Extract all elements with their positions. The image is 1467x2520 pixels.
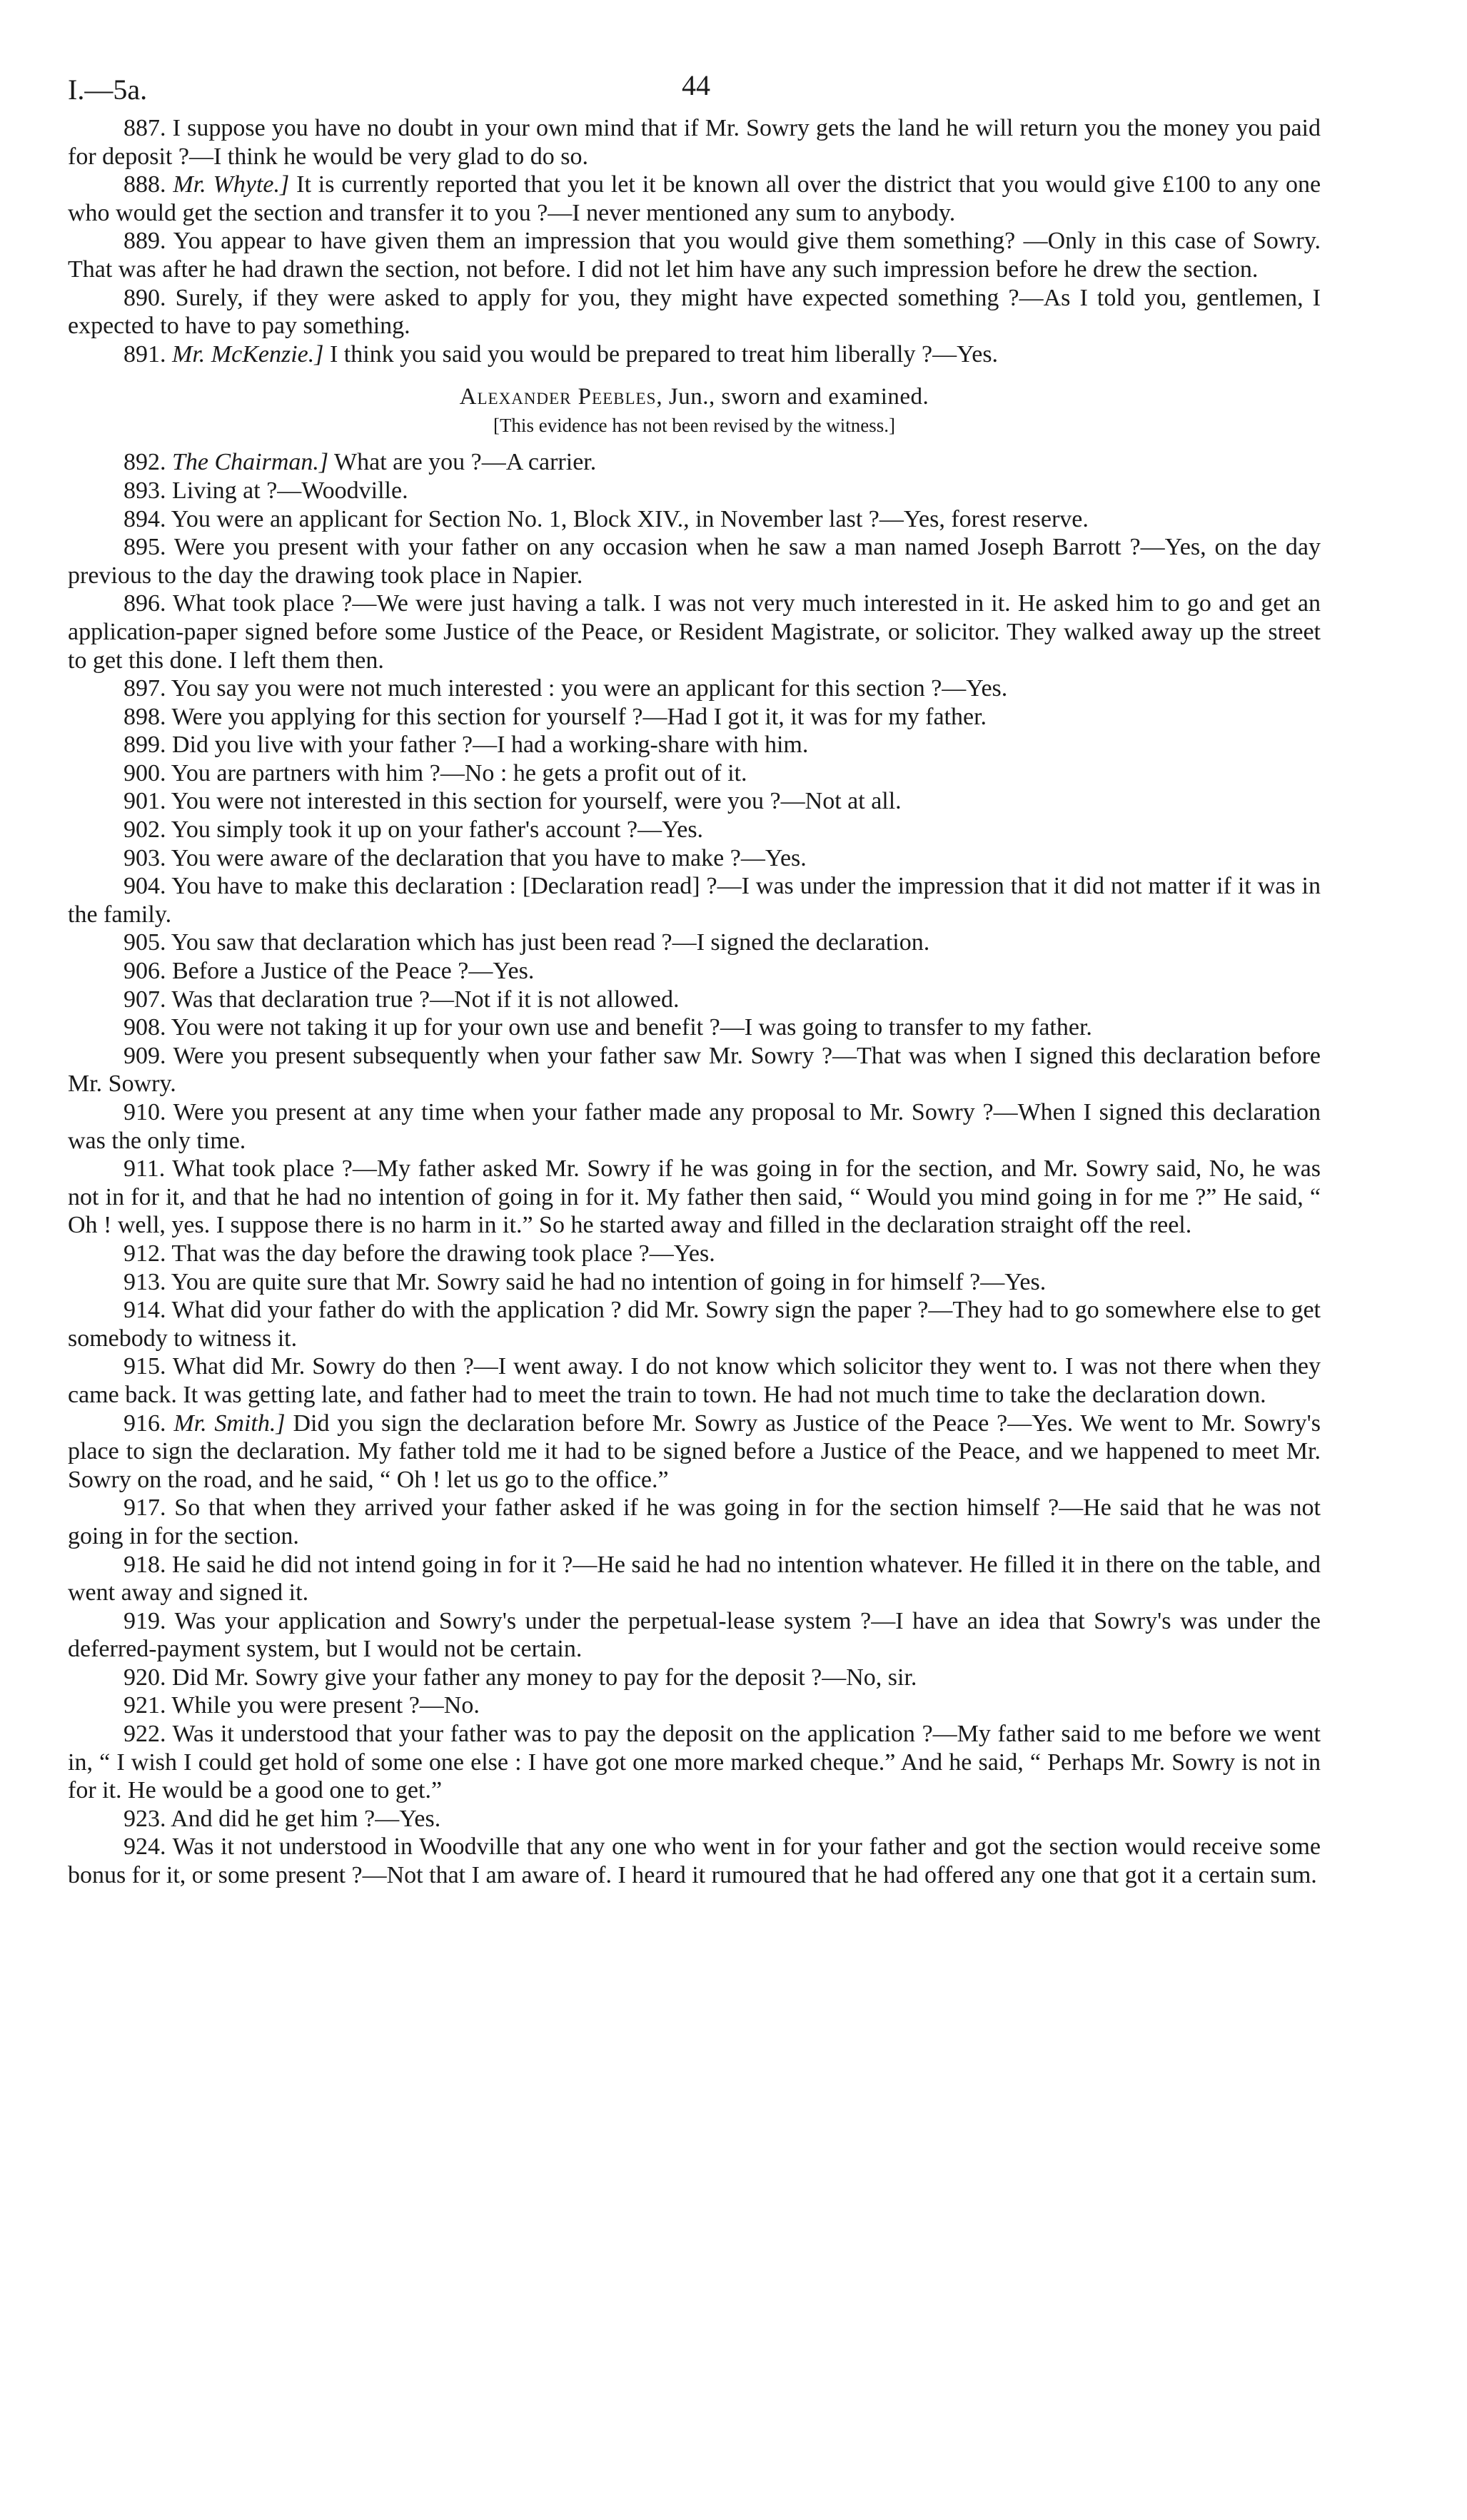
question-answer-paragraph	[68, 1042, 1321, 1098]
question-answer-paragraph	[68, 816, 1321, 844]
question-number: 898.	[123, 703, 166, 730]
question-number: 905.	[123, 929, 166, 956]
question-number: 896.	[123, 590, 166, 617]
question-answer-paragraph	[68, 1410, 1321, 1494]
page-header	[68, 57, 1321, 114]
question-number: 888.	[123, 171, 166, 198]
question-number: 907.	[123, 986, 166, 1013]
question-answer-paragraph	[68, 533, 1321, 589]
question-answer-paragraph	[68, 1268, 1321, 1297]
question-number: 920.	[123, 1664, 166, 1691]
question-number: 919.	[123, 1607, 166, 1634]
question-answer-paragraph	[68, 986, 1321, 1014]
question-answer-text: Was it understood that your father was to pay the deposit on the application ?—My father said to me before we went in, “ I wish I could get hold of some one else : I have got one more marked cheque.” And he said, “ Perhaps Mr. Sowry is not in for it. He would be a good one to get.”	[68, 1721, 1321, 1804]
question-answer-text: You are quite sure that Mr. Sowry said he had no intention of going in for himself ?—Yes.	[171, 1268, 1047, 1295]
question-answer-paragraph	[68, 1691, 1321, 1720]
question-answer-paragraph	[68, 1720, 1321, 1805]
question-answer-text: And did he get him ?—Yes.	[171, 1805, 441, 1832]
question-answer-text: He said he did not intend going in for it ?—He said he had no intention whatever. He filled it in there on the table, and went away and signed it.	[68, 1551, 1321, 1606]
question-number: 912.	[123, 1240, 166, 1267]
question-answer-paragraph	[68, 787, 1321, 816]
question-number: 910.	[123, 1099, 166, 1125]
question-answer-text: Was your application and Sowry's under the perpetual-lease system ?—I have an idea that Sowry's was under the deferred-payment system, but I would not be certain.	[68, 1607, 1321, 1663]
witness-heading	[68, 384, 1321, 410]
question-answer-paragraph	[68, 1607, 1321, 1664]
question-answer-paragraph	[68, 844, 1321, 873]
question-number: 911.	[123, 1155, 166, 1183]
question-number: 893.	[123, 477, 166, 504]
question-answer-paragraph	[68, 477, 1321, 505]
question-number: 921.	[123, 1692, 166, 1719]
question-answer-text: It is currently reported that you let it be known all over the district that you would give £100 to any one who would get the section and transfer it to you ?—I never mentioned any sum to anybody.	[68, 171, 1321, 226]
question-number: 913.	[123, 1268, 166, 1295]
question-number: 891.	[123, 340, 166, 368]
question-answer-paragraph	[68, 1664, 1321, 1692]
question-answer-text: What took place ?—We were just having a talk. I was not very much interested in it. He asked him to go and get an application-paper signed before some Justice of the Peace, or Resident Magistrate, or solicitor. They walked away up the street to get this done. I left them then.	[68, 590, 1321, 674]
question-number: 904.	[123, 873, 166, 900]
question-number: 923.	[123, 1805, 166, 1832]
witness-status: , Jun., sworn and examined.	[656, 384, 929, 410]
question-answer-paragraph	[68, 928, 1321, 957]
evidence-section-before	[68, 114, 1321, 368]
question-answer-text: That was the day before the drawing took place ?—Yes.	[171, 1240, 715, 1267]
document-page	[68, 57, 1321, 1890]
question-answer-paragraph	[68, 731, 1321, 759]
question-number: 908.	[123, 1014, 166, 1041]
question-answer-text: What took place ?—My father asked Mr. Sowry if he was going in for the section, and Mr. Sowry said, No, he was not in for it, and that he had no intention of going in for it. My father then said, “ Would you mind going in for me ?” He said, “ Oh ! well, yes. I suppose there is no harm in it.” So he started away and filled in the declaration straight off the reel.	[68, 1155, 1321, 1239]
examiner-name: Mr. Whyte.]	[173, 171, 290, 198]
question-answer-paragraph	[68, 1551, 1321, 1607]
question-number: 892.	[123, 449, 166, 476]
question-answer-text: While you were present ?—No.	[171, 1692, 480, 1719]
question-answer-text: Were you applying for this section for yourself ?—Had I got it, it was for my father.	[171, 703, 987, 730]
question-answer-paragraph	[68, 1805, 1321, 1833]
question-answer-paragraph	[68, 1155, 1321, 1240]
question-answer-paragraph	[68, 505, 1321, 534]
revision-note: [This evidence has not been revised by the witness.]	[493, 415, 896, 437]
question-answer-text: What are you ?—A carrier.	[334, 449, 597, 476]
question-answer-paragraph	[68, 1240, 1321, 1268]
question-answer-text: You saw that declaration which has just been read ?—I signed the declaration.	[171, 929, 930, 956]
paper-reference: I.—5a.	[68, 74, 148, 106]
question-answer-paragraph	[68, 448, 1321, 477]
question-number: 906.	[123, 958, 166, 985]
question-number: 924.	[123, 1833, 166, 1861]
question-number: 894.	[123, 505, 166, 532]
evidence-section-after	[68, 448, 1321, 1889]
question-number: 901.	[123, 788, 166, 815]
question-answer-paragraph	[68, 703, 1321, 732]
question-answer-text: You say you were not much interested : you were an applicant for this section ?—Yes.	[171, 675, 1008, 702]
question-answer-text: Were you present with your father on any occasion when he saw a man named Joseph Barrott ?—Yes, on the day previous to the day the drawing took place in Napier.	[68, 534, 1321, 589]
question-answer-text: Were you present subsequently when your father saw Mr. Sowry ?—That was when I signed this declaration before Mr. Sowry.	[68, 1042, 1321, 1098]
question-number: 914.	[123, 1297, 166, 1324]
question-number: 922.	[123, 1721, 166, 1748]
question-answer-text: Did you sign the declaration before Mr. Sowry as Justice of the Peace ?—Yes. We went to Mr. Sowry's place to sign the declaration. My father told me it had to be signed before a Justice of the Peace, and we happened to meet Mr. Sowry on the road, and he said, “ Oh ! let us go to the office.”	[68, 1410, 1321, 1493]
question-answer-text: Was that declaration true ?—Not if it is not allowed.	[171, 986, 680, 1013]
question-answer-paragraph	[68, 171, 1321, 227]
question-answer-paragraph	[68, 589, 1321, 674]
question-answer-paragraph	[68, 1098, 1321, 1155]
question-number: 900.	[123, 759, 166, 786]
examiner-name: Mr. McKenzie.]	[172, 340, 324, 368]
question-number: 918.	[123, 1551, 166, 1578]
question-answer-paragraph	[68, 114, 1321, 171]
question-number: 897.	[123, 675, 166, 702]
question-number: 895.	[123, 534, 166, 561]
question-answer-paragraph	[68, 957, 1321, 986]
question-answer-text: Living at ?—Woodville.	[172, 477, 408, 504]
question-answer-text: Was it not understood in Woodville that any one who went in for your father and got the section would receive some bonus for it, or some present ?—Not that I am aware of. I heard it rumoured that he had offered any one that got it a certain sum.	[68, 1833, 1321, 1889]
question-answer-text: I suppose you have no doubt in your own mind that if Mr. Sowry gets the land he will return you the money you paid for deposit ?—I think he would be very glad to do so.	[68, 115, 1321, 170]
question-answer-text: Surely, if they were asked to apply for you, they might have expected something ?—As I told you, gentlemen, I expected to have to pay something.	[68, 284, 1321, 340]
question-number: 909.	[123, 1042, 166, 1069]
question-answer-text: You were an applicant for Section No. 1, Block XIV., in November last ?—Yes, forest reserve.	[171, 505, 1089, 532]
question-answer-text: You appear to have given them an impression that you would give them something? —Only in this case of Sowry. That was after he had drawn the section, not before. I did not let him have any such impression before he drew the section.	[68, 228, 1321, 283]
question-answer-text: Were you present at any time when your father made any proposal to Mr. Sowry ?—When I signed this declaration was the only time.	[68, 1099, 1321, 1154]
question-number: 889.	[123, 228, 166, 255]
question-answer-text: You were not interested in this section for yourself, were you ?—Not at all.	[171, 788, 902, 815]
question-answer-paragraph	[68, 1296, 1321, 1352]
question-answer-paragraph	[68, 872, 1321, 928]
question-answer-text: What did Mr. Sowry do then ?—I went away. I do not know which solicitor they went to. I was not there when they came back. It was getting late, and father had to meet the train to town. He had not much time to take the declaration down.	[68, 1353, 1321, 1408]
question-number: 902.	[123, 816, 166, 844]
question-answer-text: Did Mr. Sowry give your father any money to pay for the deposit ?—No, sir.	[172, 1664, 917, 1691]
question-answer-text: You were aware of the declaration that you have to make ?—Yes.	[171, 844, 807, 871]
question-number: 915.	[123, 1353, 166, 1380]
question-number: 916.	[123, 1410, 166, 1437]
question-answer-text: You were not taking it up for your own use and benefit ?—I was going to transfer to my father.	[171, 1014, 1092, 1041]
question-number: 917.	[123, 1494, 166, 1522]
question-number: 890.	[123, 284, 166, 311]
question-answer-paragraph	[68, 227, 1321, 283]
question-number: 903.	[123, 844, 166, 871]
examiner-name: Mr. Smith.]	[173, 1410, 286, 1437]
question-answer-paragraph	[68, 1494, 1321, 1550]
question-number: 887.	[123, 115, 166, 141]
question-answer-text: What did your father do with the application ? did Mr. Sowry sign the paper ?—They had to go somewhere else to get somebody to witness it.	[68, 1297, 1321, 1352]
witness-name: Alexander Peebles	[459, 384, 657, 410]
question-answer-paragraph	[68, 759, 1321, 788]
question-answer-paragraph	[68, 1352, 1321, 1409]
question-answer-paragraph	[68, 284, 1321, 340]
question-answer-text: Before a Justice of the Peace ?—Yes.	[172, 958, 535, 985]
question-answer-text: I think you said you would be prepared to treat him liberally ?—Yes.	[329, 340, 999, 368]
question-answer-text: You simply took it up on your father's account ?—Yes.	[171, 816, 704, 844]
question-answer-text: You are partners with him ?—No : he gets a profit out of it.	[171, 759, 747, 786]
question-answer-paragraph	[68, 1013, 1321, 1042]
question-answer-paragraph	[68, 340, 1321, 369]
question-answer-text: You have to make this declaration : [Declaration read] ?—I was under the impression that it did not matter if it was in the family.	[68, 873, 1321, 928]
question-answer-paragraph	[68, 1833, 1321, 1889]
question-answer-paragraph	[68, 674, 1321, 703]
question-answer-text: Did you live with your father ?—I had a working-share with him.	[172, 732, 809, 759]
examiner-name: The Chairman.]	[172, 449, 329, 476]
question-number: 899.	[123, 732, 166, 759]
page-number: 44	[682, 69, 710, 101]
question-answer-text: So that when they arrived your father asked if he was going in for the section himself ?—He said that he was not going in for the section.	[68, 1494, 1321, 1549]
